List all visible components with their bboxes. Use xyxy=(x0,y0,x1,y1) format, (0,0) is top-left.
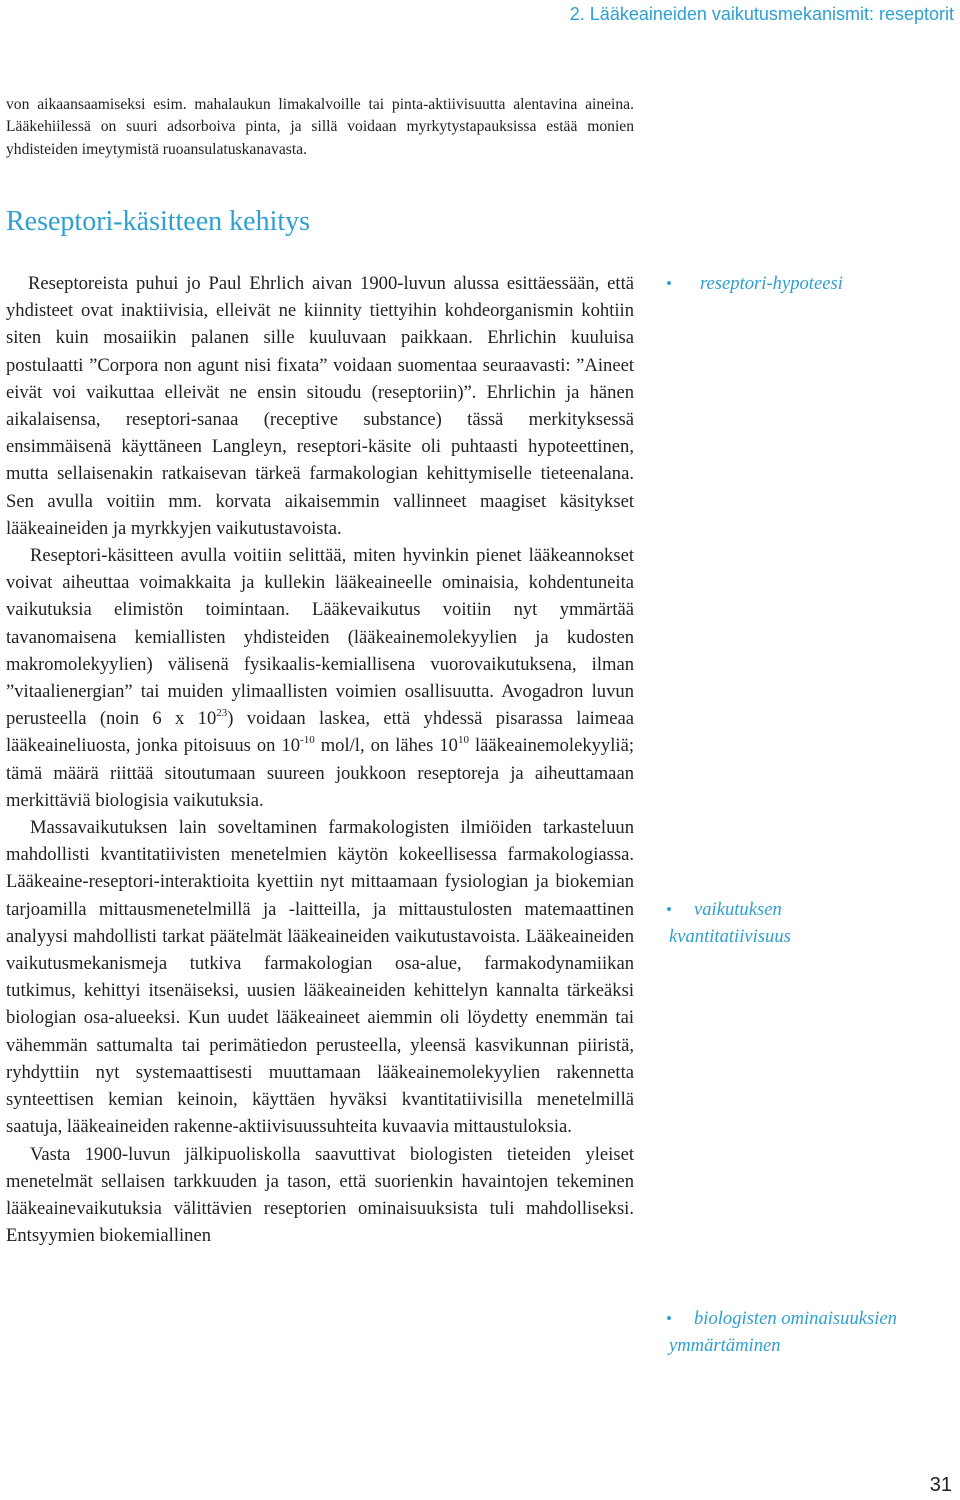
intro-paragraph: von aikaansaamiseksi esim. mahalaukun limakalvoille tai pinta-aktiivisuutta alentavina aineina. Lääkehiilessä on suuri adsorboiva pinta, ja sillä voidaan myrkytystapauksissa estää monien yhdisteiden imeytymistä ruoansulatuskanavasta. xyxy=(6,96,634,158)
margin-note-line-2: ymmärtäminen xyxy=(669,1335,781,1357)
margin-note-biologisten-ominaisuuksien xyxy=(666,1305,958,1359)
section-heading: Reseptori-käsitteen kehitys xyxy=(6,206,311,237)
page-number: 31 xyxy=(929,1474,952,1496)
paragraph-2-end: lääkeainemolekyyliä; tämä määrä riittää sitoutumaan suureen joukkoon reseptoreja ja aiheuttamaan merkittäviä biologisia vaikutuksia. xyxy=(6,735,634,811)
superscript-exponent-23: 23 xyxy=(216,707,228,720)
paragraph-2-start: Reseptori-käsitteen avulla voitiin selittää, miten hyvinkin pienet lääkeannokset voivat aiheuttaa voimakkaita ja kullekin lääkeaineelle ominaisia, kohdentuneita vaikutuksia elimistön toimintaan. Lääkevaikutus voitiin nyt ymmärtää tavanomaisena kemiallisten yhdisteiden (lääkeainemolekyylien ja kudosten makromolekyylien) välisenä fysikaalis-kemiallisena vuorovaikutuksena, ilman ”vitaalienergian” tai muiden ylimaallisten voimien osallisuutta. Avogadron luvun perusteella (noin 6 x 10 xyxy=(6,545,634,730)
bullet-icon: • xyxy=(666,900,672,919)
margin-note-vaikutuksen-kvantitatiivisuus xyxy=(666,896,958,950)
superscript-exponent-minus-10: -10 xyxy=(300,734,315,747)
margin-note-line-2: kvantitatiivisuus xyxy=(669,926,791,948)
margin-note-line-1: biologisten ominaisuuksien xyxy=(694,1308,897,1329)
paragraph-2-mid2: mol/l, on lähes 10 xyxy=(314,735,458,757)
margin-note-reseptori-hypoteesi xyxy=(666,270,958,297)
paragraph-1: Reseptoreista puhui jo Paul Ehrlich aivan 1900-luvun alussa esittäessään, että yhdisteet ovat inaktiivisia, elleivät ne kiinnity tiettyihin kohdeorganismin kohtiin siten kuin mosaiikin palanen sille kuuluvaan paikkaan. Ehrlichin kuuluisa postulaatti ”Corpora non agunt nisi fixata” voidaan suomentaa seuraavasti: ”Aineet eivät voi vaikuttaa elleivät ne ensin sitoudu (reseptoriin)”. Ehrlichin ja hänen aikalaisensa, reseptori-sanaa (receptive substance) tässä merkityksessä ensimmäisenä käyttäneen Langleyn, reseptori-käsite oli puhtaasti hypoteettinen, mutta sellaisenakin ratkaisevan tärkeä farmakologian kehittymiselle tieteenalana. Sen avulla voitiin mm. korvata aikaisemmin vallinneet maagiset käsitykset lääkeaineiden ja myrkkyjen vaikutustavoista. xyxy=(6,273,634,539)
bullet-icon: • xyxy=(666,274,672,293)
margin-note-line-1: vaikutuksen xyxy=(694,899,782,920)
paragraph-2-mid: ) voidaan laskea, että yhdessä pisarassa laimeaa lääkeaineliuosta, jonka pitoisuus on 10 xyxy=(6,708,634,757)
running-head: 2. Lääkeaineiden vaikutusmekanismit: reseptorit xyxy=(569,4,954,24)
superscript-exponent-10: 10 xyxy=(457,734,469,747)
paragraph-2 xyxy=(6,542,634,814)
bullet-icon: • xyxy=(666,1309,672,1328)
body-text xyxy=(6,270,634,1249)
margin-note-text: reseptori-hypoteesi xyxy=(700,273,843,294)
paragraph-3: Massavaikutuksen lain soveltaminen farmakologisten ilmiöiden tarkasteluun mahdollisti kvantitatiivisten menetelmien käytön kokeellisessa farmakologiassa. Lääkeaine-reseptori-interaktioita kyettiin nyt mittaamaan fysiologian ja biokemian tarjoamilla mittausmenetelmillä ja -laitteilla, ja mittaustulosten matemaattinen analyysi mahdollisti tarkat päätelmät lääkeaineiden vaikutustavoista. Lääkeaineiden vaikutusmekanismeja tutkiva farmakologian osa-alue, farmakodynamiikan tutkimus, kehittyi itsenäiseksi, uusien lääkeaineiden kehittelyn kannalta tärkeäksi biologian osa-alueeksi. Kun uudet lääkeaineet aiemmin oli löydetty enemmän tai vähemmän sattumalta tai perimätiedon perusteella, yleensä kasvikunnan piiristä, ryhdyttiin nyt systemaattisesti muuttamaan lääkeainemolekyylien rakennetta synteettisen kemian keinoin, käyttäen hyväksi kvantitatiivisilla menetelmillä saatuja, lääkeaineiden rakenne-aktiivisuussuhteita kuvaavia mittaustuloksia. xyxy=(6,817,634,1138)
paragraph-4: Vasta 1900-luvun jälkipuoliskolla saavuttivat biologisten tieteiden yleiset menetelmät sellaisen tarkkuuden ja tason, että suorienkin havaintojen tekeminen lääkeainevaikutuksia välittävien reseptorien ominaisuuksista tuli mahdolliseksi. Entsyymien biokemiallinen xyxy=(6,1143,634,1247)
